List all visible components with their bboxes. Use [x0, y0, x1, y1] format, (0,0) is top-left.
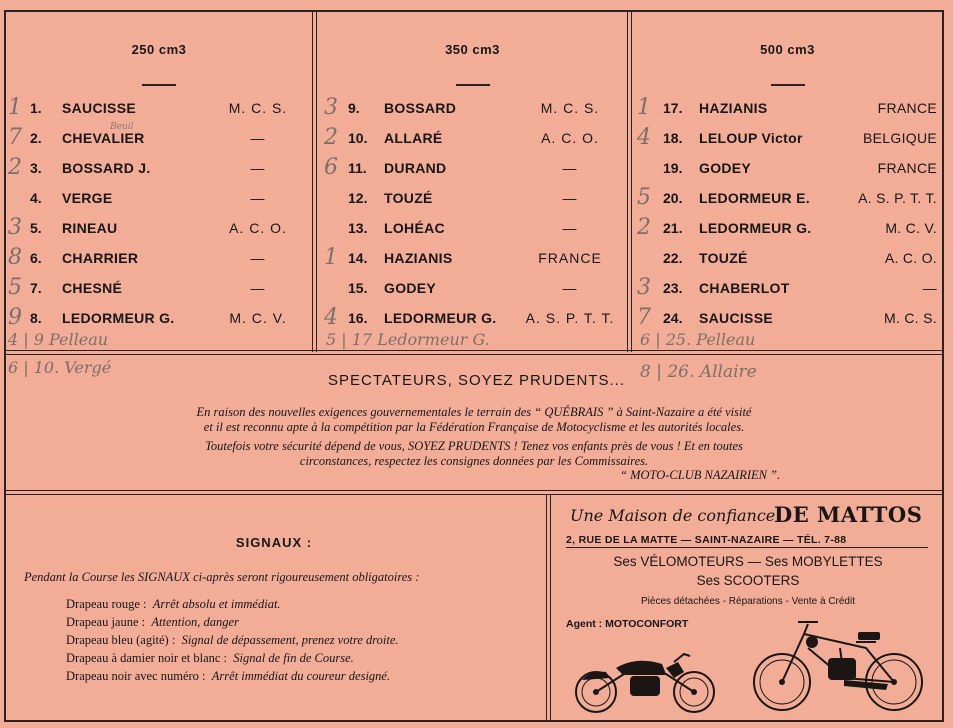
rider-club: FRANCE: [877, 100, 937, 116]
handwritten-rank: 5: [637, 185, 651, 210]
rider-row: [633, 250, 942, 280]
rider-number: 20.: [663, 190, 683, 206]
rider-name: LEDORMEUR G.: [62, 310, 175, 326]
rider-number: 13.: [348, 220, 368, 236]
handwritten-added-rider: 6 | 25. Pelleau: [640, 330, 756, 349]
signal-meaning: Signal de dépassement, prenez votre droite.: [181, 633, 399, 647]
rider-row: [6, 275, 312, 310]
rider-number: 5.: [30, 220, 42, 236]
rider-row: [633, 275, 942, 310]
rider-number: 15.: [348, 280, 368, 296]
handwritten-rank: 5: [8, 275, 22, 300]
col-sep-1b: [316, 10, 317, 352]
signal-item: [66, 615, 239, 630]
rider-club: M. C. S.: [884, 310, 937, 326]
rider-number: 24.: [663, 310, 683, 326]
ad-services: Pièces détachées - Réparations - Vente à Crédit: [640, 596, 855, 607]
rider-name: BOSSARD J.: [62, 160, 151, 176]
ad-scooters-line: Ses SCOOTERS: [696, 573, 800, 588]
rider-club: —: [250, 160, 266, 176]
rider-row: [633, 215, 942, 250]
rider-name: LEDORMEUR E.: [699, 190, 810, 206]
rider-name: SAUCISSE: [62, 100, 136, 116]
ad-products-line: Ses VÉLOMOTEURS — Ses MOBYLETTES: [613, 554, 883, 569]
rider-name: HAZIANIS: [699, 100, 768, 116]
rider-number: 14.: [348, 250, 368, 266]
signal-item: [66, 651, 354, 666]
ad-address-rule: [566, 547, 928, 548]
rider-club: BELGIQUE: [863, 130, 937, 146]
column-250: [6, 12, 312, 350]
rider-number: 8.: [30, 310, 42, 326]
rider-number: 2.: [30, 130, 42, 146]
rule-under-columns-b: [4, 354, 944, 355]
handwritten-rank: 2: [8, 155, 22, 180]
signal-flag: Drapeau bleu (agité) :: [66, 633, 176, 647]
handwritten-rank: 1: [324, 245, 338, 270]
rider-name: RINEAU: [62, 220, 118, 236]
motorcycle-illustration: [566, 644, 726, 718]
rider-club: M. C. V.: [229, 310, 287, 326]
rider-club: FRANCE: [877, 160, 937, 176]
rider-row: [6, 122, 312, 160]
spectateurs-heading: SPECTATEURS, SOYEZ PRUDENTS...: [328, 372, 625, 389]
rider-row: [318, 190, 627, 220]
rider-name: ALLARÉ: [384, 130, 443, 146]
rider-row: [6, 245, 312, 280]
rider-row: [318, 220, 627, 250]
column-500: [633, 12, 942, 350]
rider-row: [318, 245, 627, 280]
notice-line: et il est reconnu apte à la compétition par la Fédération Française de Motocyclisme et les autorités locales.: [203, 420, 745, 434]
rider-number: 18.: [663, 130, 683, 146]
rider-name: LOHÉAC: [384, 220, 445, 236]
handwritten-rank: 4: [637, 125, 651, 150]
signal-flag: Drapeau à damier noir et blanc :: [66, 651, 228, 665]
handwritten-rank: 3: [637, 275, 651, 300]
rider-number: 19.: [663, 160, 683, 176]
title-underline: [771, 84, 805, 86]
rider-club: —: [250, 130, 266, 146]
rider-number: 7.: [30, 280, 42, 296]
rider-club: FRANCE: [538, 250, 602, 266]
rider-club: A. C. O.: [229, 220, 287, 236]
column-title: 350 cm3: [445, 42, 500, 57]
rider-row: [6, 95, 312, 130]
signal-flag: Drapeau rouge :: [66, 597, 147, 611]
rider-name: TOUZÉ: [384, 190, 433, 206]
rider-name: CHEVALIER: [62, 130, 145, 146]
bottom-sep-a: [546, 494, 547, 722]
rider-name: BOSSARD: [384, 100, 457, 116]
rider-name: DURAND: [384, 160, 447, 176]
rider-name: CHARRIER: [62, 250, 139, 266]
rider-club: —: [250, 280, 266, 296]
rider-name: GODEY: [699, 160, 752, 176]
ad-slogan: Une Maison de confiance: [570, 506, 776, 525]
moped-illustration: [748, 608, 928, 718]
signal-meaning: Attention, danger: [151, 615, 239, 629]
notice-line: Toutefois votre sécurité dépend de vous, SOYEZ PRUDENTS ! Tenez vos enfants près de vous ! Et en toutes: [205, 439, 743, 453]
notice-line: En raison des nouvelles exigences gouvernementales le terrain des “ QUÉBRAIS ” à Saint-Nazaire a été visité: [196, 405, 752, 419]
title-underline: [456, 84, 490, 86]
notice-line: circonstances, respectez les consignes données par les Commissaires.: [299, 454, 649, 468]
rider-name: LELOUP Victor: [699, 130, 803, 146]
handwritten-added-rider: 5 | 17 Ledormeur G.: [326, 330, 490, 349]
ad-agent: Agent : MOTOCONFORT: [566, 618, 689, 630]
column-title: 250 cm3: [131, 42, 187, 57]
handwritten-added-rider: 8 | 26. Allaire: [640, 362, 757, 382]
handwritten-rank: 3: [324, 95, 338, 120]
rider-club: A. C. O.: [884, 250, 937, 266]
handwritten-rank: 9: [8, 305, 22, 330]
rule-under-columns-a: [4, 350, 944, 351]
signal-item: [66, 633, 399, 648]
ad-brand: DE MATTOS: [774, 502, 923, 527]
rider-row: [633, 160, 942, 190]
rider-number: 4.: [30, 190, 42, 206]
de-mattos-advertisement: [552, 498, 944, 720]
rider-number: 16.: [348, 310, 368, 326]
rider-club: A. S. P. T. T.: [858, 190, 937, 206]
frame-bottom: [4, 720, 944, 722]
signal-flag: Drapeau jaune :: [66, 615, 146, 629]
handwritten-rank: 4: [324, 305, 338, 330]
rider-number: 23.: [663, 280, 683, 296]
signaux-heading: SIGNAUX :: [235, 535, 313, 550]
title-underline: [142, 84, 176, 86]
bottom-sep-b: [550, 494, 551, 722]
rider-number: 22.: [663, 250, 683, 266]
signal-flag: Drapeau noir avec numéro :: [66, 669, 206, 683]
rider-row: [318, 95, 627, 130]
signal-item: [66, 669, 390, 684]
rider-name: TOUZÉ: [699, 250, 748, 266]
handwritten-added-rider: 4 | 9 Pelleau: [8, 330, 109, 349]
rider-name: GODEY: [384, 280, 437, 296]
handwritten-rank: 6: [324, 155, 338, 180]
rule-above-signaux-b: [4, 494, 944, 495]
rider-number: 11.: [348, 160, 367, 176]
rider-club: A. S. P. T. T.: [525, 310, 615, 326]
handwritten-rank: 8: [8, 245, 22, 270]
rider-name: HAZIANIS: [384, 250, 453, 266]
signaux-intro: Pendant la Course les SIGNAUX ci-après seront rigoureusement obligatoires :: [24, 570, 420, 584]
handwritten-rank: 1: [637, 95, 651, 120]
signal-meaning: Arrêt absolu et immédiat.: [152, 597, 281, 611]
rider-number: 17.: [663, 100, 683, 116]
rider-number: 10.: [348, 130, 368, 146]
handwritten-rank: 1: [8, 95, 22, 120]
rider-club: —: [562, 190, 578, 206]
signal-meaning: Signal de fin de Course.: [233, 651, 354, 665]
rider-name: VERGE: [62, 190, 113, 206]
signal-item: [66, 597, 281, 612]
rule-above-signaux-a: [4, 490, 944, 491]
rider-row: [318, 155, 627, 190]
rider-name: CHESNÉ: [62, 280, 123, 296]
col-sep-2a: [627, 10, 628, 352]
rider-club: —: [562, 280, 578, 296]
rider-row: [6, 155, 312, 190]
rider-club: M. C. S.: [540, 100, 600, 116]
rider-number: 12.: [348, 190, 368, 206]
rider-row: [633, 95, 942, 130]
rider-club: —: [562, 160, 578, 176]
col-sep-2b: [631, 10, 632, 352]
rider-club: —: [562, 220, 578, 236]
handwritten-rank: 7: [637, 305, 651, 330]
rider-number: 21.: [663, 220, 683, 236]
handwritten-added-rider: 6 | 10. Vergé: [8, 358, 112, 377]
handwritten-correction: Beuil: [110, 122, 134, 132]
rider-club: M. C. V.: [885, 220, 937, 236]
handwritten-rank: 2: [324, 125, 338, 150]
rider-name: SAUCISSE: [699, 310, 773, 326]
rider-row: [633, 185, 942, 220]
column-title: 500 cm3: [760, 42, 815, 57]
handwritten-rank: 3: [8, 215, 22, 240]
ad-address: 2, RUE DE LA MATTE — SAINT-NAZAIRE — TÉL. 7-88: [566, 534, 847, 546]
rider-name: LEDORMEUR G.: [699, 220, 812, 236]
signal-meaning: Arrêt immédiat du coureur designé.: [211, 669, 391, 683]
rider-number: 3.: [30, 160, 42, 176]
handwritten-rank: 2: [637, 215, 651, 240]
rider-row: [6, 190, 312, 220]
rider-row: [6, 215, 312, 250]
rider-club: —: [922, 280, 937, 296]
column-350: [318, 12, 627, 350]
rider-number: 9.: [348, 100, 360, 116]
rider-club: A. C. O.: [541, 130, 599, 146]
rider-number: 1.: [30, 100, 42, 116]
rider-row: [633, 125, 942, 160]
rider-club: —: [250, 250, 266, 266]
rider-club: M. C. S.: [228, 100, 288, 116]
handwritten-rank: 7: [8, 125, 22, 150]
rider-club: —: [250, 190, 266, 206]
rider-name: CHABERLOT: [699, 280, 790, 296]
rider-name: LEDORMEUR G.: [384, 310, 497, 326]
club-signature: “ MOTO-CLUB NAZAIRIEN ”.: [620, 468, 781, 482]
rider-number: 6.: [30, 250, 42, 266]
col-sep-1a: [312, 10, 313, 352]
rider-row: [318, 125, 627, 160]
rider-row: [318, 280, 627, 310]
